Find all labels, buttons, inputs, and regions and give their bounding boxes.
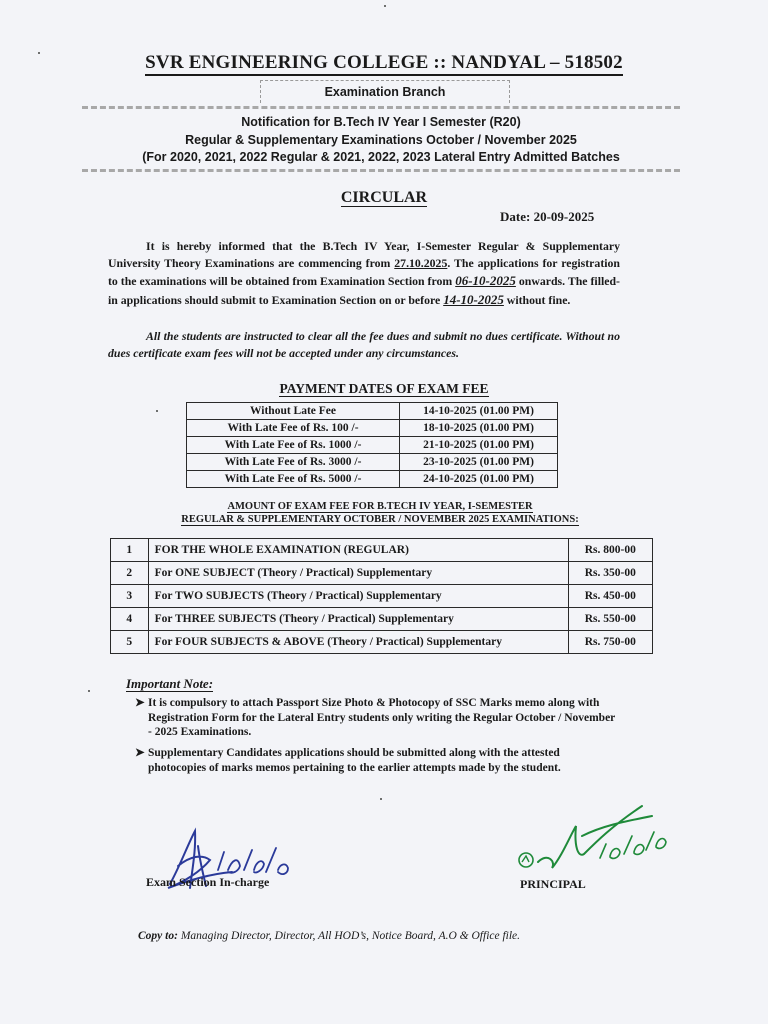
payment-date: 14-10-2025 (01.00 PM) (400, 403, 558, 420)
exam-fee-heading (110, 500, 650, 526)
exam-fee-title-line-1: AMOUNT OF EXAM FEE FOR B.TECH IV YEAR, I-SEMESTER (227, 501, 533, 512)
body-paragraph-2 (108, 328, 620, 362)
fee-description: For THREE SUBJECTS (Theory / Practical) Supplementary (148, 608, 568, 631)
table-row (111, 539, 653, 562)
table-row (187, 403, 558, 420)
payment-date: 24-10-2025 (01.00 PM) (400, 471, 558, 488)
p1-text-c: onwards. The filled-in applications should submit to Examination Section on or before (108, 274, 620, 307)
fee-amount: Rs. 550-00 (568, 608, 652, 631)
submission-deadline-date: 14-10-2025 (443, 291, 504, 307)
fee-description: For TWO SUBJECTS (Theory / Practical) Supplementary (148, 585, 568, 608)
p2-text: All the students are instructed to clear all the fee dues and submit no dues certificate. Without no dues certificate exam fees will not be accepted under any circumstances. (108, 329, 620, 361)
p1-text-b: . The applications for registration to the examinations will be obtained from Examination Section from (108, 256, 620, 289)
registration-start-date: 06-10-2025 (455, 273, 516, 289)
important-note-title: Important Note: (126, 676, 214, 691)
table-row (187, 471, 558, 488)
college-title (0, 52, 768, 74)
scan-speck (38, 52, 40, 54)
late-fee-label: With Late Fee of Rs. 100 /- (187, 420, 400, 437)
exam-fee-title-line-2: REGULAR & SUPPLEMENTARY OCTOBER / NOVEMBER 2025 EXAMINATIONS: (181, 514, 579, 525)
scan-speck (384, 5, 386, 7)
late-fee-label: With Late Fee of Rs. 3000 /- (187, 454, 400, 471)
arrow-bullet-icon: ➤ (135, 747, 145, 759)
fee-amount: Rs. 450-00 (568, 585, 652, 608)
body-paragraph-1 (108, 238, 620, 309)
fee-description: FOR THE WHOLE EXAMINATION (REGULAR) (148, 539, 568, 562)
table-row (111, 585, 653, 608)
payment-date: 23-10-2025 (01.00 PM) (400, 454, 558, 471)
note-text: Supplementary Candidates applications should be submitted along with the attested photocopies of marks memos pertaining to the earlier attempts made by the student. (148, 747, 561, 774)
college-name: SVR ENGINEERING COLLEGE :: NANDYAL – 518502 (145, 52, 623, 76)
late-fee-label: With Late Fee of Rs. 5000 /- (187, 471, 400, 488)
exam-fee-table (110, 538, 653, 654)
circular-title: CIRCULAR (340, 189, 428, 206)
fee-description: For FOUR SUBJECTS & ABOVE (Theory / Practical) Supplementary (148, 631, 568, 654)
scan-speck (380, 798, 382, 800)
copy-to-recipients: Managing Director, Director, All HOD’s, Notice Board, A.O & Office file. (177, 930, 521, 942)
copy-to-line (138, 930, 520, 942)
circular-date: Date: 20-09-2025 (500, 209, 595, 224)
important-note-item (135, 696, 618, 740)
notification-line-1: Notification for B.Tech IV Year I Semester (R20) (241, 115, 521, 129)
table-row (111, 562, 653, 585)
circular-heading (0, 189, 768, 207)
exam-incharge-label: Exam Section In-charge (146, 875, 270, 889)
notification-line-3: (For 2020, 2021, 2022 Regular & 2021, 2022, 2023 Lateral Entry Admitted Batches (142, 150, 620, 164)
principal-signature (512, 796, 672, 880)
fee-row-number: 1 (111, 539, 149, 562)
note-text: It is compulsory to attach Passport Size Photo & Photocopy of SSC Marks memo along with Registration Form for the Lateral Entry students only writing the Regular October / November - 2025 Examinations. (148, 697, 616, 738)
exam-start-date: 27.10.2025 (394, 256, 448, 271)
fee-row-number: 2 (111, 562, 149, 585)
fee-amount: Rs. 750-00 (568, 631, 652, 654)
payment-dates-table (186, 402, 558, 488)
important-note-heading (126, 676, 213, 692)
payment-dates-title: PAYMENT DATES OF EXAM FEE (279, 381, 489, 396)
fee-description: For ONE SUBJECT (Theory / Practical) Supplementary (148, 562, 568, 585)
table-row (187, 454, 558, 471)
copy-to-label: Copy to: (138, 930, 178, 942)
table-row (187, 420, 558, 437)
fee-amount: Rs. 350-00 (568, 562, 652, 585)
late-fee-label: Without Late Fee (187, 403, 400, 420)
notification-box (82, 106, 680, 172)
payment-date: 21-10-2025 (01.00 PM) (400, 437, 558, 454)
notification-line-2: Regular & Supplementary Examinations October / November 2025 (185, 132, 577, 147)
principal-label: PRINCIPAL (520, 877, 586, 891)
important-note-item (135, 746, 618, 775)
fee-row-number: 4 (111, 608, 149, 631)
arrow-bullet-icon: ➤ (135, 697, 145, 709)
scan-speck (88, 690, 90, 692)
payment-dates-heading (0, 381, 768, 397)
fee-row-number: 5 (111, 631, 149, 654)
table-row (187, 437, 558, 454)
payment-date: 18-10-2025 (01.00 PM) (400, 420, 558, 437)
p1-text-a: It is hereby informed that the B.Tech IV Year, I-Semester Regular & Supplementary University Theory Examinations are commencing from (108, 239, 620, 271)
scan-speck (156, 410, 158, 412)
p1-text-d: without fine. (503, 292, 571, 307)
fee-row-number: 3 (111, 585, 149, 608)
late-fee-label: With Late Fee of Rs. 1000 /- (187, 437, 400, 454)
examination-branch: Examination Branch (260, 80, 510, 103)
fee-amount: Rs. 800-00 (568, 539, 652, 562)
table-row (111, 608, 653, 631)
table-row (111, 631, 653, 654)
